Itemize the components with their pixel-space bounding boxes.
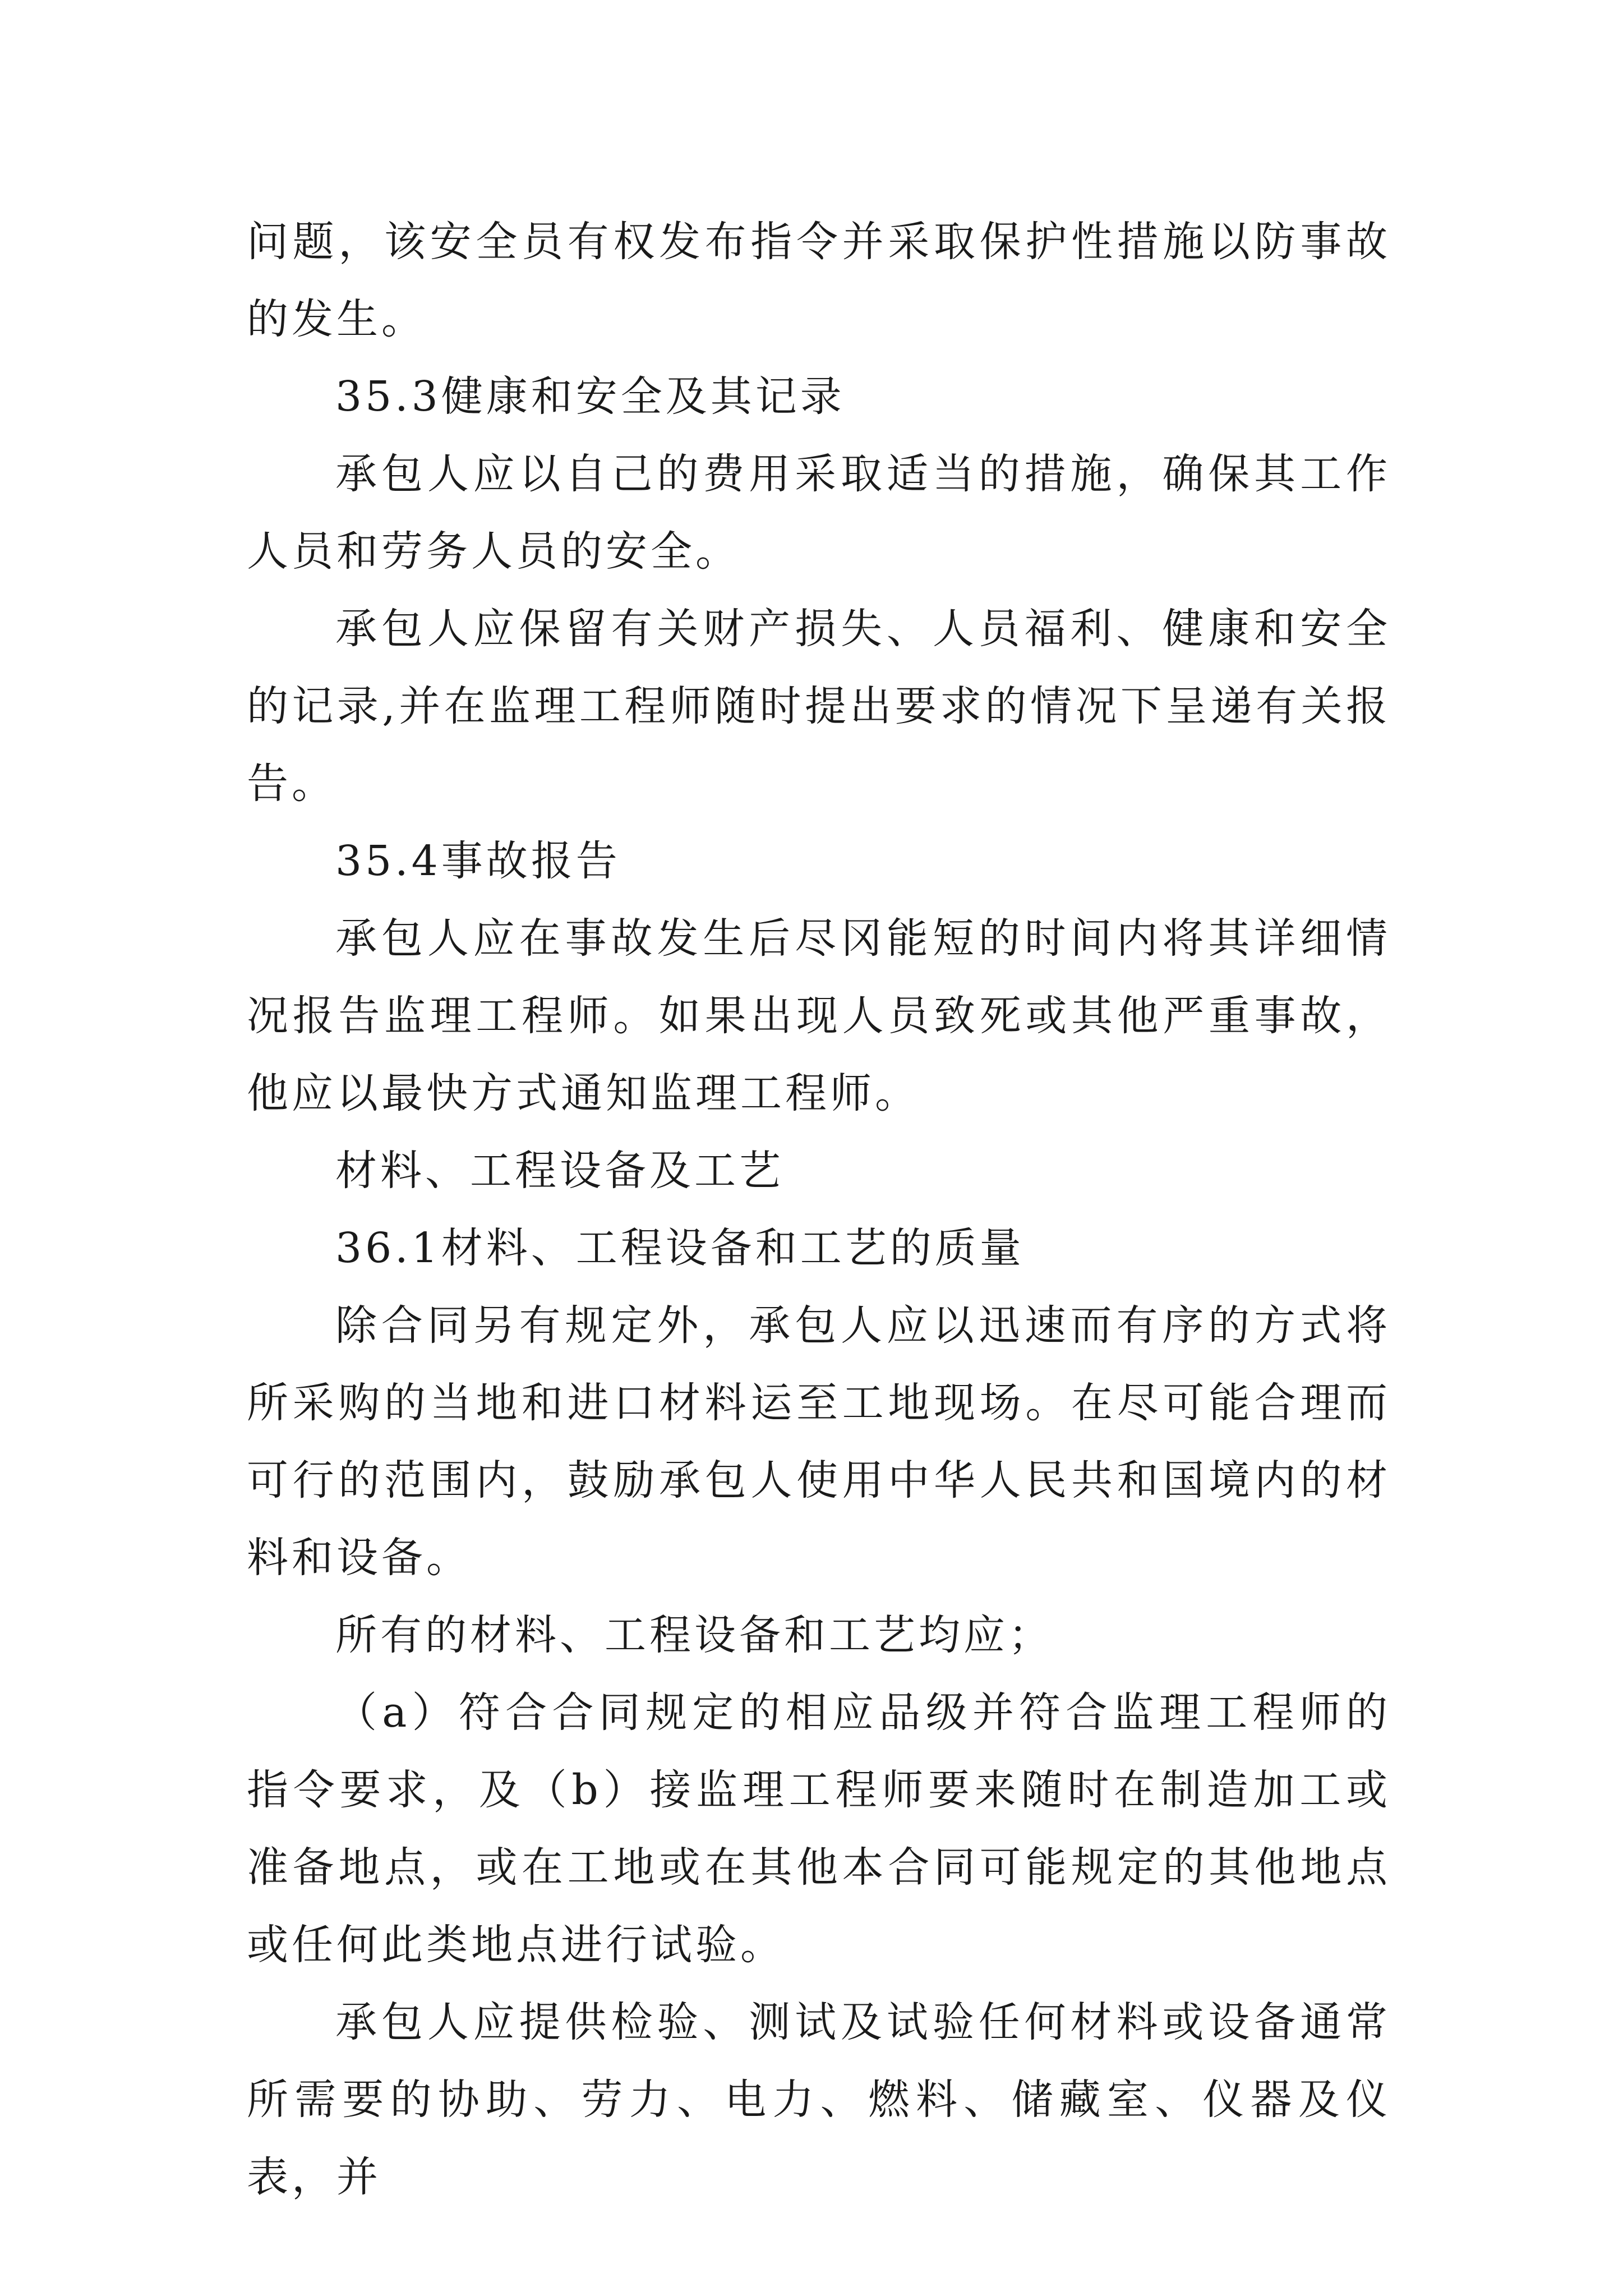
paragraph: 除合同另有规定外，承包人应以迅速而有序的方式将所采购的当地和进口材料运至工地现场。在尽可能合理而可行的范围内，鼓励承包人使用中华人民共和国境内的材料和设备。 [247, 1301, 1391, 1582]
chapter-heading-materials: 材料、工程设备及工艺 [335, 1147, 784, 1195]
paragraph: 承包人应提供检验、测试及试验任何材料或设备通常所需要的协助、劳力、电力、燃料、储藏室、仪器及仪表，并 [247, 1998, 1391, 2201]
paragraph-continuation: 问题，该安全员有权发布指令并采取保护性措施以防事故的发生。 [247, 218, 1391, 343]
paragraph: 承包人应保留有关财产损失、人员福利、健康和安全的记录,并在监理工程师随时提出要求的情况下呈递有关报告。 [247, 605, 1391, 808]
section-heading-35-4: 35.4事故报告 [335, 837, 621, 885]
paragraph: 承包人应以自己的费用采取适当的措施，确保其工作人员和劳务人员的安全。 [247, 450, 1391, 576]
section-heading-36-1: 36.1材料、工程设备和工艺的质量 [335, 1224, 1025, 1272]
section-heading-35-3: 35.3健康和安全及其记录 [335, 372, 845, 421]
paragraph: （a）符合合同规定的相应品级并符合监理工程师的指令要求，及（b）接监理工程师要来随时在制造加工或准备地点，或在工地或在其他本合同可能规定的其他地点或任何此类地点进行试验。 [247, 1688, 1391, 1969]
paragraph: 承包人应在事故发生后尽冈能短的时间内将其详细情况报告监理工程师。如果出现人员致死或其他严重事故，他应以最快方式通知监理工程师。 [247, 914, 1391, 1117]
document-body [247, 203, 1391, 2216]
paragraph: 所有的材料、工程设备和工艺均应； [335, 1611, 1053, 1659]
